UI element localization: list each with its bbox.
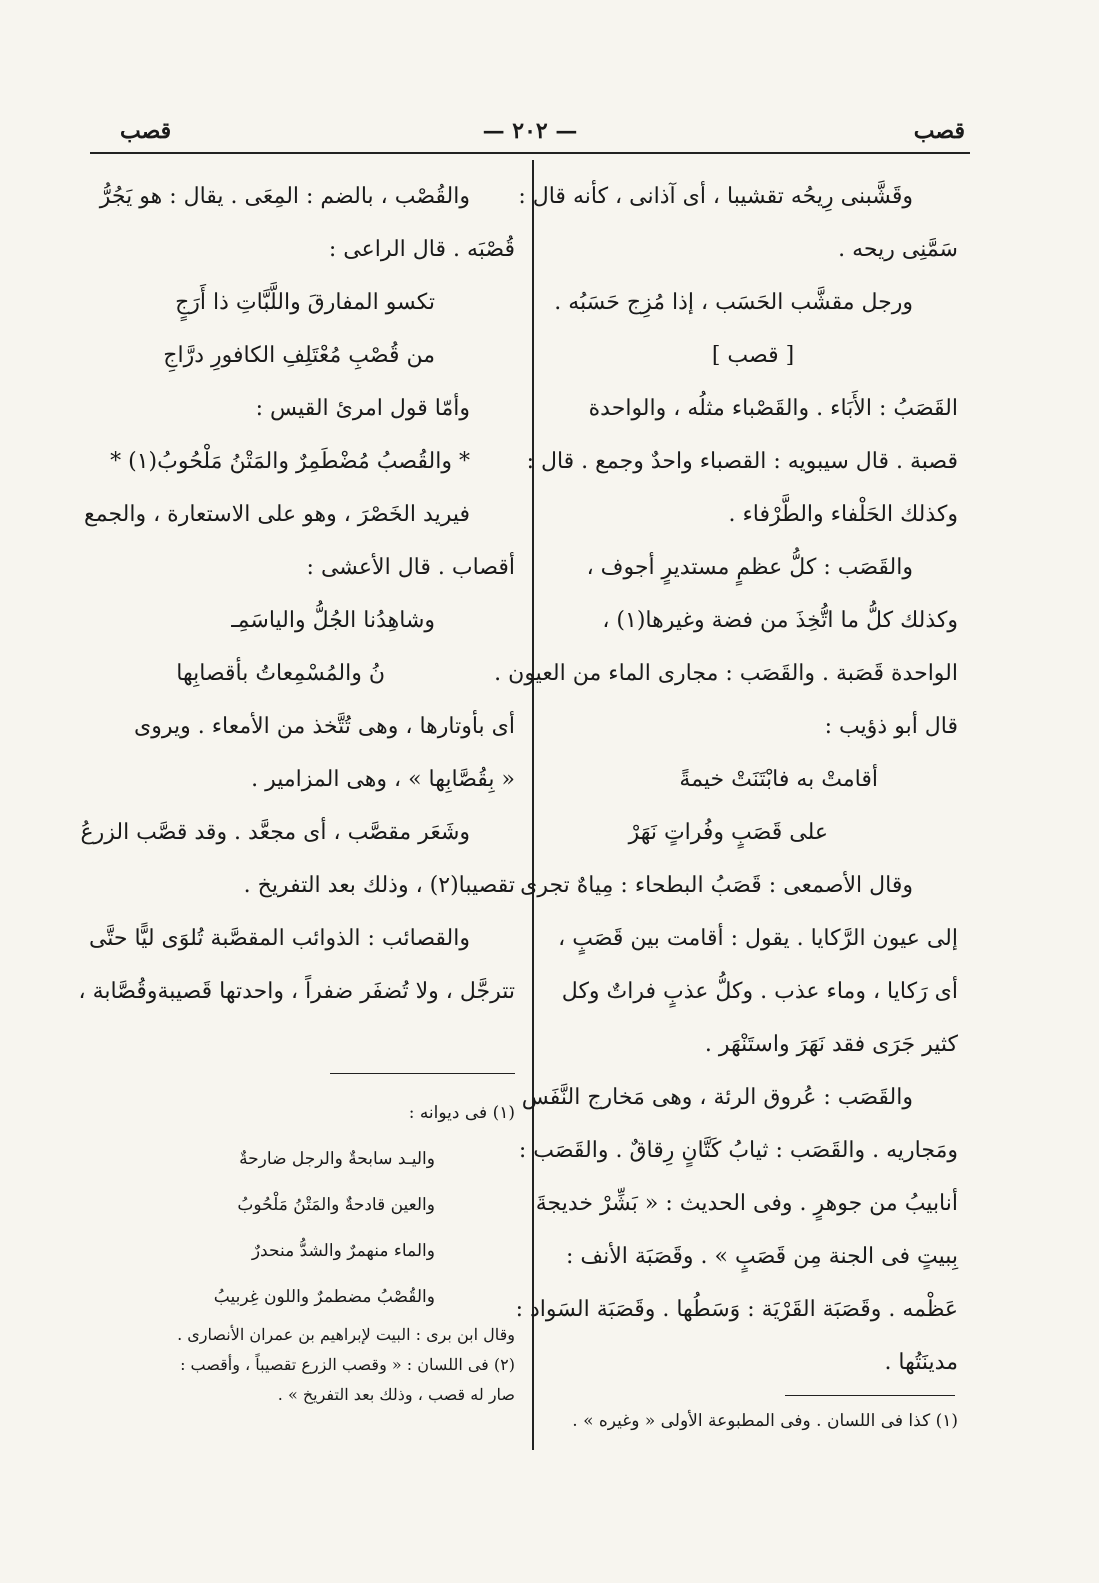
text-line: نُ والمُسْمِعاتُ بأقصابِها (176, 661, 385, 686)
text-line: [ قصب ] (711, 343, 795, 368)
text-line: أى بأوتارها ، وهى تُتَّخذ من الأمعاء . ويروى (133, 714, 515, 739)
text-line: إلى عيون الرَّكايا . يقول : أقامت بين قَصَبٍ ، (558, 926, 958, 951)
text-line: وكذلك كلُّ ما اتُّخِذَ من فضة وغيرها(١) ، (602, 608, 958, 633)
footnote-line: صار له قصب ، وذلك بعد التفريخ » . (277, 1385, 515, 1404)
text-line: عَظْمه . وقَصَبَة القَرْيَة : وَسَطُها . وقَصَبَة السَواد : (515, 1297, 958, 1322)
footnote-line: (١) كذا فى اللسان . وفى المطبوعة الأولى « وغيره » . (572, 1411, 958, 1431)
header-entry-word-left: قصب (120, 118, 172, 144)
text-line: والقَصَب : عُروق الرئة ، وهى مَخارج النَّفَس (521, 1085, 913, 1110)
text-line: فيريد الخَصْرَ ، وهو على الاستعارة ، والجمع (84, 502, 470, 527)
text-line: أنابيبُ من جوهرٍ . وفى الحديث : « بَشِّرْ خديجةَ (535, 1191, 958, 1216)
page-number: — ٢٠٢ — (482, 118, 578, 144)
text-line: على قَصَبٍ وفُراتٍ نَهَرْ (628, 820, 828, 845)
left-column (78, 170, 515, 1018)
text-line: بِبيتٍ فى الجنة مِن قَصَبٍ » . وقَصَبَة الأنف : (565, 1244, 958, 1269)
left-footnote-rule (330, 1073, 515, 1074)
footnote-line: وقال ابن برى : البيت لإبراهيم بن عمران الأنصارى . (177, 1325, 515, 1344)
text-line: قُصْبَه . قال الراعى : (328, 237, 515, 262)
text-line: وأمّا قول امرئ القيس : (255, 396, 470, 421)
footnote-line: والعين قادحةٌ والمَتْنُ مَلْحُوبُ (237, 1195, 435, 1215)
header-rule (90, 152, 970, 154)
text-line: والقَصَب : كلُّ عظمٍ مستديرٍ أجوف ، (586, 555, 913, 580)
text-line: وشاهِدُنا الجُلُّ والياسَمِـ (231, 608, 435, 633)
text-line: أقصاب . قال الأعشى : (306, 555, 515, 580)
column-divider (532, 160, 534, 1450)
text-line: كثير جَرَى فقد نَهَرَ واستَنْهَر . (704, 1032, 958, 1057)
text-line: وكذلك الحَلْفاء والطَّرْفاء . (728, 502, 958, 527)
footnote-line: واليـد سابحةٌ والرجل ضارحةٌ (239, 1149, 435, 1169)
footnote-line: والماء منهمرٌ والشدُّ منحدرٌ (251, 1241, 435, 1261)
footnote-line: والقُصْبُ مضطمرٌ واللون غِربيبُ (213, 1287, 435, 1307)
text-line: تترجَّل ، ولا تُضفَر ضفراً ، واحدتها قَصيبةوقُصَّابة ، (78, 979, 515, 1004)
text-line: وشَعَر مقصَّب ، أى مجعَّد . وقد قصَّب الزرعُ (80, 820, 470, 845)
text-line: أقامتْ به فابْتَنَتْ خيمةً (679, 767, 878, 792)
text-line: والقُصْب ، بالضم : المِعَى . يقال : هو يَجُرُّ (99, 184, 470, 209)
text-line: وقَشَّبنى رِيحُه تقشيبا ، أى آذانى ، كأنه قال : (518, 184, 913, 209)
text-line: الواحدة قَصَبة . والقَصَب : مجارى الماء من العيون . (494, 661, 958, 686)
text-line: تقصيبا(٢) ، وذلك بعد التفريخ . (243, 873, 515, 898)
text-line: قصبة . قال سيبويه : القصباء واحدٌ وجمع . قال : (526, 449, 958, 474)
text-line: أى رَكايا ، وماء عذب . وكلُّ عذبٍ فراتٌ وكل (561, 979, 958, 1004)
text-line: تكسو المفارقَ واللَّبَّاتِ ذا أَرَجٍ (175, 290, 435, 315)
right-column (494, 170, 958, 1389)
text-line: قال أبو ذؤيب : (824, 714, 958, 739)
text-line: القَصَبُ : الأَبَاء . والقَصْباء مثلُه ، والواحدة (588, 396, 958, 421)
text-line: والقصائب : الذوائب المقصَّبة تُلوَى ليًّا حتَّى (88, 926, 470, 951)
right-footnotes (548, 1398, 958, 1444)
text-line: ومَجاريه . والقَصَب : ثيابُ كَتَّانٍ رِقاقٌ . والقَصَب : (518, 1138, 958, 1163)
header-entry-word-right: قصب (913, 118, 965, 144)
footnote-line: (٢) فى اللسان : « وقصب الزرع تقصيباً ، وأقصب : (180, 1355, 515, 1374)
text-line: * والقُصبُ مُضْطَمِرٌ والمَتْنُ مَلْحُوبُ(١) * (110, 449, 470, 474)
left-footnotes (100, 1090, 515, 1410)
text-line: ورجل مقشَّب الحَسَب ، إذا مُزِج حَسَبُه . (554, 290, 913, 315)
text-line: من قُصْبِ مُعْتَلِفِ الكافورِ درَّاجِ (163, 343, 435, 368)
right-footnote-rule (785, 1395, 955, 1396)
text-line: سَمَّنِى ريحه . (838, 237, 958, 262)
text-line: « بِقُصَّابِها » ، وهى المزامير . (251, 767, 515, 792)
text-line: وقال الأصمعى : قَصَبُ البطحاء : مِياهٌ تجرى (520, 873, 913, 898)
footnote-line: (١) فى ديوانه : (408, 1103, 515, 1123)
text-line: مدينَتُها . (884, 1350, 958, 1375)
